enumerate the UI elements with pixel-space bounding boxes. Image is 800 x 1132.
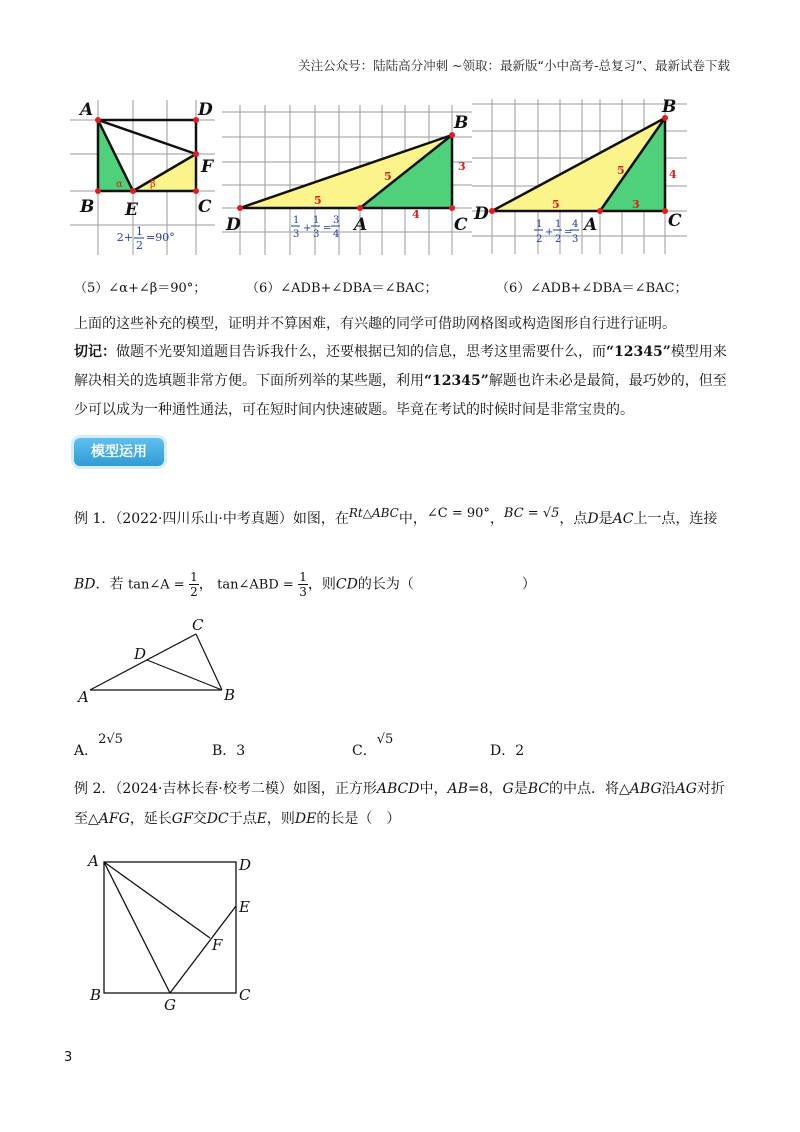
option-d[interactable]: D．2 (490, 743, 525, 759)
ex1-l2-text-a: ．若 (95, 576, 124, 593)
ex2-l2-text-e: ，则 (266, 811, 295, 827)
label-C: C (668, 211, 682, 231)
ex1-tan-abd-num: 1 (299, 570, 307, 584)
label-A: A (80, 100, 94, 120)
ex1-tan-abd: tan∠ABD = (217, 577, 294, 593)
frac2-den: 2 (555, 234, 562, 245)
label-D: D (474, 204, 489, 224)
num-5-b: 5 (617, 164, 625, 177)
ex2-segment-ag: AG (675, 781, 697, 797)
frac3-num: 4 (572, 219, 579, 230)
num-3: 3 (458, 160, 466, 173)
equals: = (564, 227, 573, 238)
paragraph-reminder (74, 338, 734, 425)
label-A: A (354, 215, 368, 235)
square-lines (104, 862, 236, 993)
option-a[interactable] (74, 732, 123, 760)
ex1-l2-text-e: ） (521, 576, 536, 593)
beta-mark: β (150, 179, 156, 190)
ex2-l2-text-c: 交 (192, 811, 207, 827)
label-A: A (78, 688, 89, 706)
option-c[interactable] (352, 732, 394, 760)
ex1-tan-a-fraction (189, 570, 199, 599)
ex2-text-b: 中， (419, 781, 448, 797)
model-name-1: “12345” (606, 344, 671, 360)
ex1-segment-bd: BD (74, 576, 96, 593)
formula-5 (117, 225, 175, 252)
option-a-value: 2√5 (98, 732, 123, 747)
model-name-2: “12345” (424, 373, 489, 389)
ex1-l2-text-c: ，则 (307, 576, 336, 593)
option-b[interactable]: B．3 (212, 743, 246, 759)
caption-6b: （6）∠ADB+∠DBA＝∠BAC； (496, 281, 688, 296)
frac3-num: 3 (333, 215, 340, 226)
triangle-lines (90, 634, 222, 690)
option-c-label: C． (352, 743, 377, 759)
frac1-num: 1 (536, 219, 543, 230)
frac3-den: 4 (333, 229, 340, 240)
ex2-text-g: 对折 (696, 781, 725, 797)
page-header: 关注公众号：陆陆高分冲刺 ~领取：最新版“小中高考-总复习”、最新试卷下载 (298, 58, 730, 73)
ex2-triangle-abg: ABG (629, 781, 662, 797)
example-2-line-2 (74, 808, 400, 828)
figure-6b-grid (472, 94, 692, 259)
plus: + (303, 223, 312, 234)
num-5-b: 5 (384, 170, 392, 183)
ex2-point-e: E (256, 811, 267, 827)
ex2-square-abcd: ABCD (376, 781, 420, 797)
ex2-l2-text-b: ，延长 (129, 811, 172, 827)
label-D: D (239, 856, 252, 874)
ex1-text-b: 中， (398, 511, 427, 527)
example-1-figure (74, 612, 254, 707)
example-1-line-1 (74, 508, 717, 528)
ex1-text-d: ，点 (559, 511, 588, 527)
label-D: D (134, 645, 147, 663)
label-A: A (584, 215, 598, 235)
figure-6a-grid (222, 100, 477, 260)
ex1-tan-a-den: 2 (190, 585, 198, 599)
frac2-den: 3 (313, 229, 320, 240)
ex2-segment-bc: BC (527, 781, 549, 797)
label-B: B (662, 97, 677, 117)
label-B: B (90, 986, 102, 1004)
reminder-text-3: 解题也许未必是最简，最巧妙的，但至少可以成为一种通性通法，可在短时间内快速破题。毕竟在考试的时候时间是非常宝贵的。 (74, 373, 727, 418)
label-C: C (239, 986, 251, 1004)
ex1-text-f: 上一点，连接 (633, 511, 718, 527)
ex2-text-d: 是 (513, 781, 528, 797)
ex2-segment-gf: GF (171, 811, 193, 827)
frac3-den: 3 (572, 234, 579, 245)
num-4: 4 (412, 208, 420, 221)
frac1-den: 3 (293, 229, 300, 240)
label-D: D (198, 100, 213, 120)
example-2-figure (84, 850, 264, 1015)
figure-5-grid (70, 95, 230, 260)
ex2-text-c: =8， (467, 781, 503, 797)
label-G: G (164, 996, 176, 1014)
ex1-point-d: D (587, 511, 599, 527)
plus: + (545, 227, 554, 238)
ex2-text-a: 例 2．（2024·吉林长春·校考二模）如图，正方形 (74, 781, 377, 797)
section-badge: 模型运用 (74, 438, 164, 466)
frac1-num: 1 (293, 215, 300, 226)
label-B: B (80, 197, 95, 217)
label-E: E (125, 200, 138, 220)
label-E: E (239, 898, 250, 916)
frac-num: 1 (136, 225, 143, 238)
formula-6b (534, 219, 579, 245)
label-C: C (198, 197, 212, 217)
ex2-text-e: 的中点．将△ (549, 781, 630, 797)
ex1-tan-a: tan∠A = (127, 577, 185, 593)
paragraph-intro: 上面的这些补充的模型，证明并不算困难，有兴趣的同学可借助网格图或构造图形自行进行证明。 (74, 316, 676, 332)
frac2-num: 1 (555, 219, 562, 230)
label-B: B (454, 113, 469, 133)
ex1-text-e: 是 (598, 511, 613, 527)
ex2-l2-text-d: 于点 (228, 811, 257, 827)
ex2-l2-text-a: 至△ (74, 811, 99, 827)
frac2-num: 1 (313, 215, 320, 226)
label-C: C (454, 215, 468, 235)
formula-tail: =90° (146, 231, 175, 244)
ex1-bc-value: BC = √5 (503, 506, 560, 521)
label-C: C (192, 616, 204, 634)
ex2-segment-de: DE (294, 811, 317, 827)
equals: = (323, 223, 332, 234)
num-4: 4 (669, 168, 677, 181)
ex1-angle-c: ∠C = 90° (426, 506, 490, 521)
ex1-l2-text-b: ， (198, 576, 213, 593)
ex1-tan-a-num: 1 (190, 570, 198, 584)
ex2-triangle-afg: AFG (98, 811, 130, 827)
num-5-a: 5 (314, 194, 322, 207)
label-D: D (226, 215, 241, 235)
option-c-value: √5 (376, 732, 394, 747)
ex2-segment-dc: DC (206, 811, 229, 827)
label-A: A (88, 852, 99, 870)
page-number: 3 (64, 1050, 73, 1065)
frac1-den: 2 (536, 234, 543, 245)
caption-5: （5）∠α+∠β＝90°； (74, 281, 207, 296)
example-1-line-2 (74, 570, 536, 599)
option-a-label: A． (74, 743, 99, 759)
caption-6a: （6）∠ADB+∠DBA＝∠BAC； (246, 281, 438, 296)
ex1-segment-cd: CD (335, 576, 358, 593)
num-5-a: 5 (552, 198, 560, 211)
label-B: B (224, 686, 236, 704)
ex1-tan-abd-den: 3 (299, 585, 307, 599)
label-F: F (212, 936, 223, 954)
frac-den: 2 (136, 239, 143, 252)
ex1-rt-triangle: Rt△ABC (348, 506, 399, 520)
num-3: 3 (632, 198, 640, 211)
example-2-line-1 (74, 778, 725, 798)
ex2-point-g: G (502, 781, 514, 797)
ex1-tan-abd-fraction (298, 570, 308, 599)
label-F: F (201, 157, 214, 177)
formula-whole: 2+ (116, 231, 133, 244)
reminder-lead: 切记： (74, 344, 116, 360)
ex2-text-f: 沿 (661, 781, 676, 797)
ex1-segment-ac: AC (612, 511, 634, 527)
ex2-l2-text-f: 的长是（ ） (316, 811, 401, 827)
ex1-text-c: ， (489, 511, 504, 527)
alpha-mark: α (116, 179, 123, 190)
ex2-segment-ab: AB (447, 781, 468, 797)
reminder-text-1: 做题不光要知道题目告诉我什么，还要根据已知的信息，思考这里需要什么，而 (116, 344, 606, 360)
reminder-text-2: 模型用来解决相关的选填题非常方便。下面所列举的某些题，利用 (74, 344, 727, 389)
ex1-l2-text-d: 的长为（ (357, 576, 414, 593)
ex1-text-a: 例 1．（2022·四川乐山·中考真题）如图，在 (74, 511, 349, 527)
